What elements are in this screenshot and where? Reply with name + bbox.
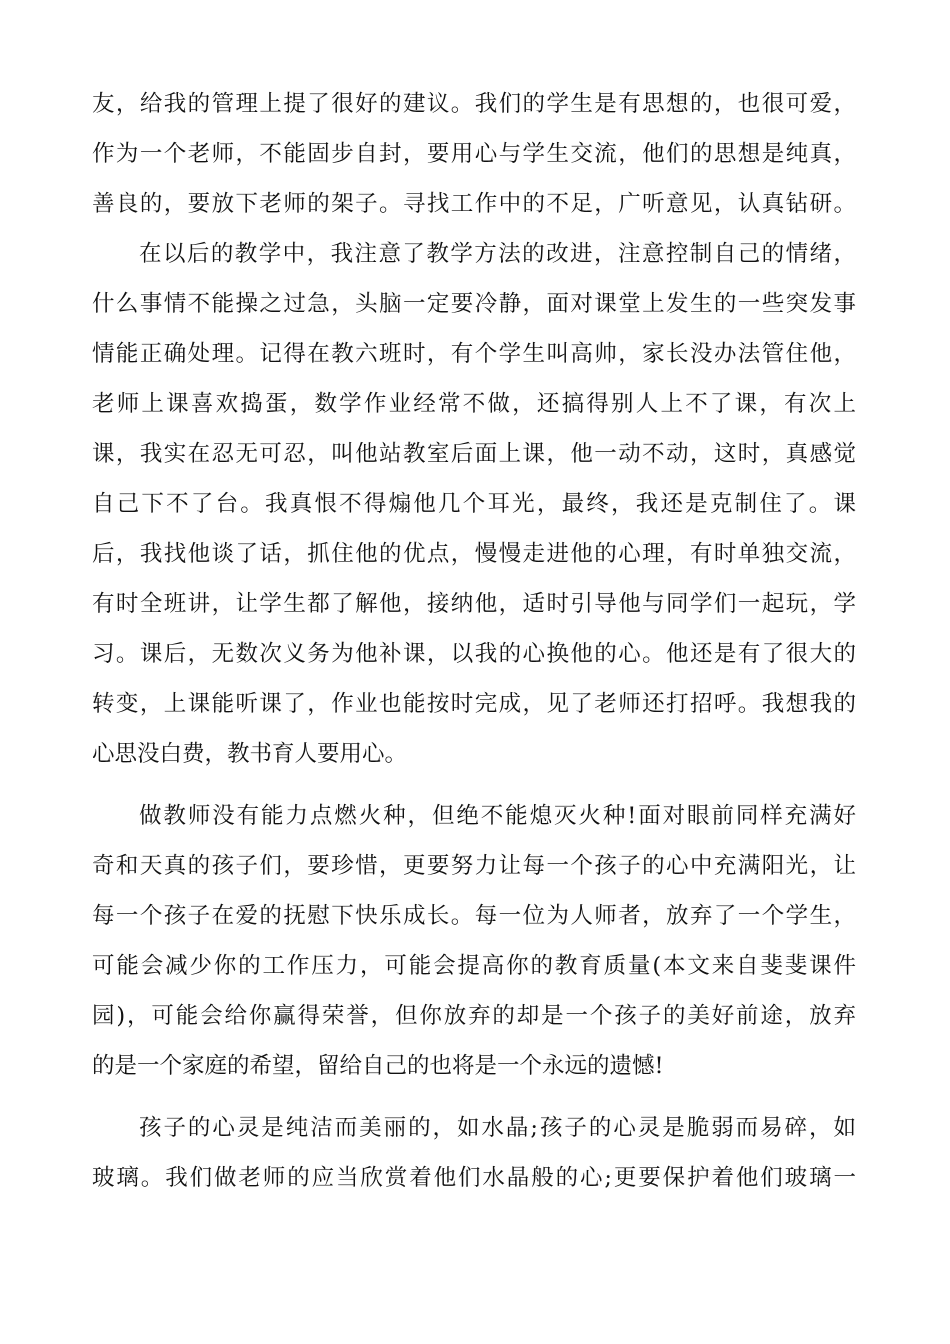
paragraph-first-line: 孩子的心灵是纯洁而美丽的，如水晶;孩子的心灵是脆弱而易碎，如 (139, 1115, 856, 1141)
text-line: 习。课后，无数次义务为他补课，以我的心换他的心。他还是有了很大的 (92, 641, 856, 667)
text-line: 每一个孩子在爱的抚慰下快乐成长。每一位为人师者，放弃了一个学生， (92, 903, 856, 929)
text-line: 作为一个老师，不能固步自封，要用心与学生交流，他们的思想是纯真， (92, 141, 856, 167)
text-line: 玻璃。我们做老师的应当欣赏着他们水晶般的心;更要保护着他们玻璃一 (92, 1165, 856, 1191)
text-line: 自己下不了台。我真恨不得煽他几个耳光，最终，我还是克制住了。课 (92, 491, 856, 517)
paragraph-first-line: 在以后的教学中，我注意了教学方法的改进，注意控制自己的情绪， (139, 241, 856, 267)
text-line: 转变，上课能听课了，作业也能按时完成，见了老师还打招呼。我想我的 (92, 691, 856, 717)
paragraph-last-line: 的是一个家庭的希望，留给自己的也将是一个永远的遗憾! (92, 1053, 664, 1079)
text-line: 园)，可能会给你赢得荣誉，但你放弃的却是一个孩子的美好前途，放弃 (92, 1003, 856, 1029)
text-line: 有时全班讲，让学生都了解他，接纳他，适时引导他与同学们一起玩，学 (92, 591, 856, 617)
paragraph-first-line: 做教师没有能力点燃火种，但绝不能熄灭火种!面对眼前同样充满好 (139, 803, 856, 829)
text-line: 可能会减少你的工作压力，可能会提高你的教育质量(本文来自斐斐课件 (92, 953, 856, 979)
text-line: 友，给我的管理上提了很好的建议。我们的学生是有思想的，也很可爱， (92, 91, 856, 117)
text-line: 善良的，要放下老师的架子。寻找工作中的不足，广听意见，认真钻研。 (92, 191, 856, 217)
text-line: 奇和天真的孩子们，要珍惜，更要努力让每一个孩子的心中充满阳光，让 (92, 853, 856, 879)
text-line: 老师上课喜欢捣蛋，数学作业经常不做，还搞得别人上不了课，有次上 (92, 391, 856, 417)
paragraph-last-line: 心思没白费，教书育人要用心。 (92, 741, 408, 767)
text-line: 情能正确处理。记得在教六班时，有个学生叫高帅，家长没办法管住他， (92, 341, 856, 367)
text-line: 什么事情不能操之过急，头脑一定要冷静，面对课堂上发生的一些突发事 (92, 291, 856, 317)
text-line: 后，我找他谈了话，抓住他的优点，慢慢走进他的心理，有时单独交流， (92, 541, 856, 567)
text-line: 课，我实在忍无可忍，叫他站教室后面上课，他一动不动，这时，真感觉 (92, 441, 856, 467)
